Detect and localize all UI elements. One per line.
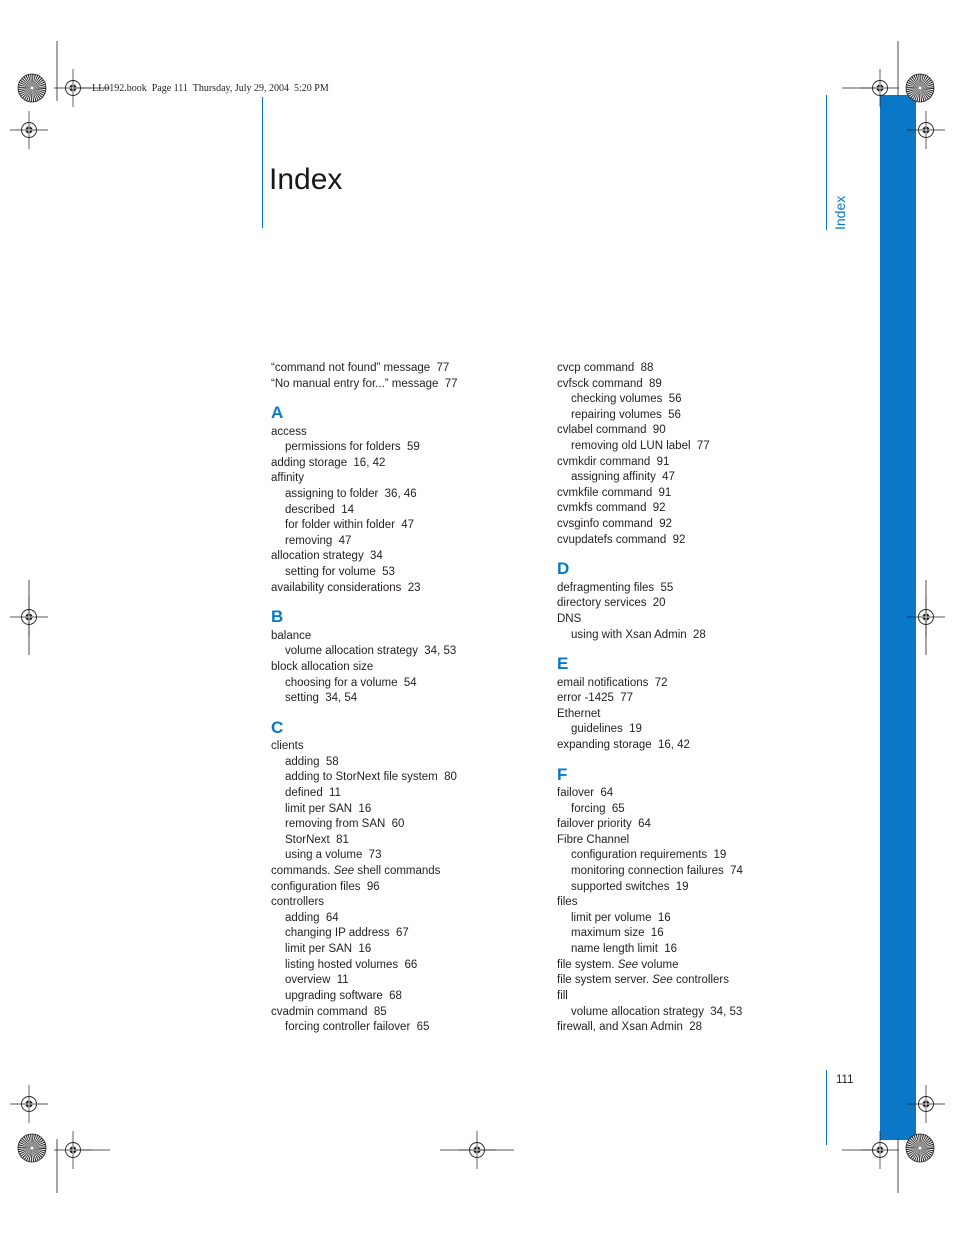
index-entry bbox=[271, 739, 533, 755]
index-entry bbox=[271, 660, 533, 676]
index-term: permissions for folders bbox=[285, 441, 401, 454]
page-reference: 92 bbox=[652, 502, 666, 515]
page-reference: 64 bbox=[638, 818, 651, 831]
page-reference: 77 bbox=[620, 692, 633, 705]
index-term: removing old LUN label bbox=[571, 440, 691, 453]
index-subentry bbox=[557, 864, 819, 880]
page-reference: 11 bbox=[336, 974, 349, 987]
index-subentry bbox=[271, 1020, 533, 1036]
index-term: removing bbox=[285, 534, 333, 547]
index-term: clients bbox=[271, 740, 304, 753]
index-term: availability considerations bbox=[271, 581, 402, 594]
page-reference: 96 bbox=[366, 880, 380, 893]
index-term: email notifications bbox=[557, 676, 649, 689]
index-subentry bbox=[557, 628, 819, 644]
index-entry bbox=[557, 486, 819, 502]
index-subentry bbox=[557, 392, 819, 408]
index-term: guidelines bbox=[571, 723, 623, 736]
page-title: Index bbox=[269, 163, 343, 196]
index-entry bbox=[271, 377, 533, 393]
page-reference: 19 bbox=[629, 723, 642, 736]
index-subentry bbox=[557, 802, 819, 818]
index-term: block allocation size bbox=[271, 660, 374, 673]
page-reference: 20 bbox=[652, 597, 666, 610]
index-term: monitoring connection failures bbox=[571, 865, 724, 878]
page-reference: 85 bbox=[373, 1005, 387, 1018]
index-subentry bbox=[271, 833, 533, 849]
page-reference: 34, 54 bbox=[325, 692, 358, 705]
index-term: Ethernet bbox=[557, 707, 601, 720]
index-entry bbox=[271, 471, 533, 487]
page-reference: 34 bbox=[370, 550, 383, 563]
page-reference: 54 bbox=[403, 676, 417, 689]
see-target: controllers bbox=[675, 974, 729, 987]
page-reference: 16 bbox=[664, 943, 678, 956]
index-entry bbox=[557, 707, 819, 723]
index-letter-heading: E bbox=[557, 654, 569, 674]
page-reference: 16 bbox=[358, 943, 372, 956]
index-entry bbox=[271, 425, 533, 441]
index-subentry bbox=[271, 518, 533, 534]
index-entry bbox=[271, 629, 533, 645]
index-letter-heading: D bbox=[557, 559, 570, 579]
page-reference: 77 bbox=[444, 377, 458, 390]
index-term: adding bbox=[285, 911, 320, 924]
page-reference: 89 bbox=[648, 377, 662, 390]
page-reference: 92 bbox=[672, 533, 686, 546]
side-tab-rule bbox=[826, 95, 827, 230]
index-column-left bbox=[271, 361, 533, 1036]
index-subentry bbox=[271, 644, 533, 660]
registration-mark-bottom-left bbox=[54, 1131, 92, 1169]
index-term: configuration requirements bbox=[571, 849, 708, 862]
index-subentry bbox=[271, 676, 533, 692]
page-reference: 16 bbox=[657, 911, 671, 924]
print-slug: LL0192.book Page 111 Thursday, July 29, 2004 5:20 PM bbox=[92, 83, 329, 94]
index-term: overview bbox=[285, 974, 331, 987]
index-term: balance bbox=[271, 629, 312, 642]
registration-mark-left-middle bbox=[10, 598, 48, 636]
index-column-right bbox=[557, 361, 819, 1036]
page-reference: 36, 46 bbox=[384, 488, 417, 501]
index-term: directory services bbox=[557, 597, 647, 610]
see-target: shell commands bbox=[357, 865, 441, 878]
index-entry bbox=[271, 895, 533, 911]
index-entry bbox=[557, 596, 819, 612]
index-term: volume allocation strategy bbox=[571, 1005, 704, 1018]
index-term: failover bbox=[557, 786, 595, 799]
index-entry bbox=[557, 581, 819, 597]
index-term: “No manual entry for...” message bbox=[271, 377, 439, 390]
page-reference: 16 bbox=[358, 802, 372, 815]
index-entry bbox=[557, 361, 819, 377]
index-subentry bbox=[557, 926, 819, 942]
index-term: cvsginfo command bbox=[557, 518, 653, 531]
index-subentry bbox=[271, 503, 533, 519]
page-reference: 65 bbox=[611, 802, 625, 815]
page-reference: 53 bbox=[382, 566, 395, 579]
index-entry bbox=[557, 533, 819, 549]
index-entry bbox=[557, 786, 819, 802]
index-term: using with Xsan Admin bbox=[571, 628, 687, 641]
index-entry bbox=[557, 691, 819, 707]
page-reference: 64 bbox=[325, 911, 339, 924]
index-entry bbox=[557, 989, 819, 1005]
title-rule bbox=[262, 97, 263, 228]
registration-mark-top-left bbox=[54, 69, 92, 107]
index-subentry bbox=[271, 926, 533, 942]
index-subentry bbox=[271, 440, 533, 456]
index-term: assigning to folder bbox=[285, 488, 379, 501]
page-reference: 58 bbox=[325, 755, 339, 768]
index-term: DNS bbox=[557, 612, 582, 625]
index-entry bbox=[557, 958, 819, 974]
page-reference: 91 bbox=[658, 486, 672, 499]
page-number: 111 bbox=[836, 1074, 854, 1086]
index-subentry bbox=[271, 973, 533, 989]
index-entry bbox=[557, 423, 819, 439]
star-target-bottom-left bbox=[18, 1134, 46, 1162]
index-term: limit per SAN bbox=[285, 802, 353, 815]
index-subentry bbox=[271, 786, 533, 802]
see-label: See bbox=[652, 974, 673, 987]
index-term: defragmenting files bbox=[557, 581, 655, 594]
index-entry bbox=[271, 1005, 533, 1021]
index-term: limit per volume bbox=[571, 911, 652, 924]
index-term: listing hosted volumes bbox=[285, 958, 399, 971]
index-term: failover priority bbox=[557, 818, 632, 831]
index-subentry bbox=[557, 942, 819, 958]
index-term: choosing for a volume bbox=[285, 676, 398, 689]
index-term: described bbox=[285, 503, 335, 516]
page-reference: 60 bbox=[391, 818, 405, 831]
page-reference: 77 bbox=[696, 440, 710, 453]
page-reference: 74 bbox=[730, 865, 743, 878]
page-reference: 47 bbox=[338, 534, 352, 547]
index-term: files bbox=[557, 896, 578, 909]
index-term: cvmkfile command bbox=[557, 486, 653, 499]
page-reference: 11 bbox=[329, 786, 341, 799]
index-term: adding bbox=[285, 755, 320, 768]
index-entry bbox=[557, 895, 819, 911]
page-reference: 16 bbox=[650, 927, 664, 940]
index-term: controllers bbox=[271, 896, 325, 909]
index-subentry bbox=[271, 534, 533, 550]
index-term: forcing bbox=[571, 802, 606, 815]
chapter-color-bar bbox=[880, 95, 916, 1140]
index-letter-heading: C bbox=[271, 717, 284, 737]
index-subentry bbox=[271, 958, 533, 974]
index-term: cvmkdir command bbox=[557, 455, 651, 468]
index-entry bbox=[557, 501, 819, 517]
page-reference: 16, 42 bbox=[353, 456, 386, 469]
index-term: error -1425 bbox=[557, 692, 614, 705]
index-entry bbox=[271, 581, 533, 597]
index-term: setting for volume bbox=[285, 566, 376, 579]
index-entry bbox=[557, 517, 819, 533]
index-term: cvmkfs command bbox=[557, 502, 647, 515]
index-subentry bbox=[557, 439, 819, 455]
page-reference: 91 bbox=[656, 455, 670, 468]
page-reference: 64 bbox=[600, 786, 614, 799]
index-subentry bbox=[557, 470, 819, 486]
see-target: volume bbox=[641, 958, 679, 971]
index-term: forcing controller failover bbox=[285, 1021, 411, 1034]
index-term: firewall, and Xsan Admin bbox=[557, 1021, 683, 1034]
index-subentry bbox=[271, 817, 533, 833]
index-subentry bbox=[271, 770, 533, 786]
index-letter-heading: F bbox=[557, 764, 568, 784]
index-term: for folder within folder bbox=[285, 519, 395, 532]
index-entry bbox=[557, 1020, 819, 1036]
index-entry bbox=[557, 738, 819, 754]
page-reference: 59 bbox=[407, 441, 420, 454]
index-term: fill bbox=[557, 989, 568, 1002]
index-term: using a volume bbox=[285, 849, 363, 862]
page-reference: 72 bbox=[654, 676, 668, 689]
page-reference: 28 bbox=[693, 628, 706, 641]
index-subentry bbox=[271, 755, 533, 771]
page-reference: 73 bbox=[368, 849, 382, 862]
index-entry bbox=[557, 973, 819, 989]
index-term: configuration files bbox=[271, 880, 361, 893]
page-reference: 19 bbox=[713, 849, 727, 862]
page-reference: 47 bbox=[401, 519, 415, 532]
see-label: See bbox=[617, 958, 639, 971]
page-number-rule bbox=[826, 1070, 827, 1145]
registration-mark-bottom-center bbox=[458, 1131, 496, 1169]
index-term: cvupdatefs command bbox=[557, 533, 667, 546]
index-subentry bbox=[271, 802, 533, 818]
index-term: cvfsck command bbox=[557, 377, 643, 390]
index-subentry bbox=[271, 565, 533, 581]
page-reference: 19 bbox=[675, 880, 689, 893]
index-term: cvlabel command bbox=[557, 424, 647, 437]
index-term: cvadmin command bbox=[271, 1005, 368, 1018]
index-term: checking volumes bbox=[571, 393, 663, 406]
index-term: upgrading software bbox=[285, 989, 383, 1002]
page-reference: 16, 42 bbox=[657, 738, 690, 751]
index-subentry bbox=[557, 722, 819, 738]
index-term: repairing volumes bbox=[571, 408, 662, 421]
page-reference: 81 bbox=[336, 833, 349, 846]
index-term: commands. bbox=[271, 865, 331, 878]
index-letter-heading: B bbox=[271, 607, 284, 627]
index-subentry bbox=[557, 911, 819, 927]
page-reference: 80 bbox=[444, 771, 457, 784]
star-target-top-left bbox=[18, 74, 46, 102]
index-term: assigning affinity bbox=[571, 471, 656, 484]
index-subentry bbox=[271, 848, 533, 864]
see-label: See bbox=[333, 865, 355, 878]
index-subentry bbox=[271, 691, 533, 707]
index-term: affinity bbox=[271, 472, 305, 485]
index-term: “command not found” message bbox=[271, 362, 431, 374]
page-reference: 68 bbox=[389, 989, 402, 1002]
page-reference: 66 bbox=[404, 958, 418, 971]
index-term: file system. bbox=[557, 958, 615, 971]
index-term: volume allocation strategy bbox=[285, 645, 418, 658]
index-term: supported switches bbox=[571, 880, 670, 893]
page-reference: 14 bbox=[341, 503, 354, 516]
index-entry bbox=[271, 880, 533, 896]
index-term: expanding storage bbox=[557, 738, 652, 751]
index-term: StorNext bbox=[285, 833, 330, 846]
page-reference: 92 bbox=[659, 518, 672, 531]
index-subentry bbox=[557, 408, 819, 424]
index-term: adding to StorNext file system bbox=[285, 771, 438, 784]
page-reference: 34, 53 bbox=[710, 1005, 743, 1018]
index-term: name length limit bbox=[571, 943, 658, 956]
index-term: defined bbox=[285, 786, 323, 799]
index-term: allocation strategy bbox=[271, 550, 364, 563]
index-subentry bbox=[271, 487, 533, 503]
index-term: changing IP address bbox=[285, 927, 390, 940]
index-term: file system server. bbox=[557, 974, 650, 987]
registration-mark-left-upper bbox=[10, 111, 48, 149]
index-entry bbox=[557, 833, 819, 849]
index-term: access bbox=[271, 425, 307, 438]
index-term: Fibre Channel bbox=[557, 833, 630, 846]
page-reference: 88 bbox=[640, 362, 654, 374]
index-entry bbox=[557, 377, 819, 393]
index-term: limit per SAN bbox=[285, 943, 353, 956]
page-reference: 47 bbox=[662, 471, 675, 484]
index-subentry bbox=[557, 848, 819, 864]
page-reference: 90 bbox=[652, 424, 666, 437]
index-subentry bbox=[271, 942, 533, 958]
index-subentry bbox=[271, 911, 533, 927]
page-reference: 34, 53 bbox=[424, 645, 457, 658]
index-entry bbox=[271, 864, 533, 880]
index-term: setting bbox=[285, 692, 319, 705]
index-entry bbox=[557, 455, 819, 471]
registration-mark-left-lower bbox=[10, 1085, 48, 1123]
side-tab-label: Index bbox=[832, 195, 848, 230]
page-reference: 23 bbox=[407, 581, 421, 594]
page-reference: 67 bbox=[395, 927, 409, 940]
index-entry bbox=[271, 361, 533, 377]
page-reference: 77 bbox=[436, 362, 450, 374]
index-entry bbox=[271, 549, 533, 565]
index-term: maximum size bbox=[571, 927, 645, 940]
index-entry bbox=[557, 612, 819, 628]
index-subentry bbox=[557, 1005, 819, 1021]
page-reference: 56 bbox=[668, 408, 681, 421]
index-entry bbox=[271, 456, 533, 472]
index-entry bbox=[557, 817, 819, 833]
index-letter-heading: A bbox=[271, 403, 284, 423]
page-reference: 56 bbox=[668, 393, 682, 406]
page-reference: 55 bbox=[660, 581, 674, 594]
page-reference: 65 bbox=[416, 1021, 430, 1034]
index-term: adding storage bbox=[271, 456, 348, 469]
index-subentry bbox=[557, 880, 819, 896]
index-entry bbox=[557, 676, 819, 692]
index-term: removing from SAN bbox=[285, 818, 386, 831]
index-term: cvcp command bbox=[557, 362, 635, 374]
page-reference: 28 bbox=[689, 1021, 703, 1034]
index-subentry bbox=[271, 989, 533, 1005]
